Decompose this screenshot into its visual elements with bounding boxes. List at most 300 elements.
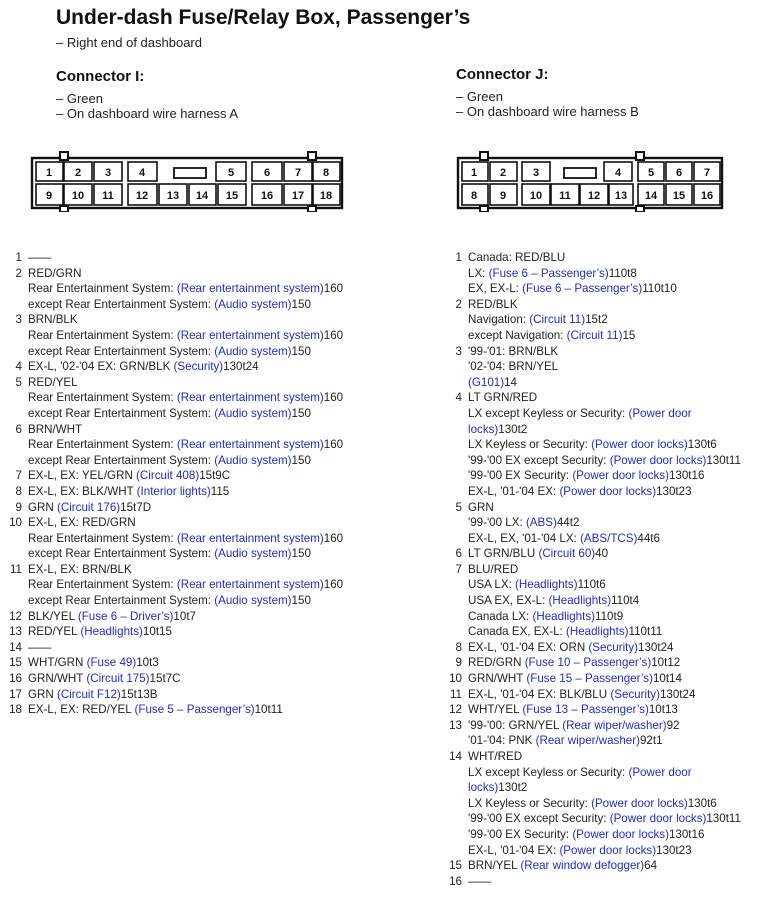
pin-link[interactable]: (Circuit F12) (56, 687, 121, 701)
connector-j-pin-label: 14 (644, 190, 658, 202)
connector-j-diagram (454, 150, 730, 212)
connector-j-pin-label: 12 (587, 190, 601, 202)
pin-wire-text: EX-L, EX: RED/GRN (28, 516, 136, 530)
connector-i-pin-item (8, 359, 343, 375)
pin-sub-text: EX, EX-L: (468, 282, 523, 296)
pin-link[interactable]: (Power door locks) (609, 812, 707, 826)
pin-wire-text: BLU/RED (468, 562, 519, 576)
pin-number: 10 (449, 672, 462, 686)
pin-line (8, 422, 343, 438)
pin-ref: 110t8 (608, 266, 637, 280)
pin-link[interactable]: locks) (468, 422, 499, 436)
pin-link[interactable]: (Security) (173, 360, 224, 374)
pin-ref: 130t11 (706, 812, 741, 826)
pin-ref: 14 (504, 375, 517, 389)
pin-line (8, 609, 343, 625)
connector-i-pin-label: 9 (45, 190, 53, 202)
pin-link[interactable]: (Audio system) (214, 547, 292, 561)
pin-sub-text: '01-'04: PNK (468, 734, 536, 748)
pin-link[interactable]: (Circuit 11) (529, 313, 586, 327)
pin-sub-text: LX except Keyless or Security: (468, 406, 629, 420)
connector-j-pin-item (448, 687, 741, 703)
pin-sub-text: Rear Entertainment System: (28, 328, 177, 342)
connector-i-pin-label: 15 (225, 190, 239, 202)
connector-j-pin-item (448, 562, 741, 640)
pin-sub-line (448, 328, 741, 344)
pin-link[interactable]: (Audio system) (214, 297, 292, 311)
pin-number: 11 (9, 562, 22, 576)
connector-i-pin-label: 8 (322, 167, 330, 179)
pin-ref: 160 (323, 328, 344, 342)
pin-ref: 15 (622, 328, 636, 342)
pin-sub-line (448, 281, 741, 297)
connector-i-title: Connector I: (56, 68, 145, 85)
pin-sub-line (8, 328, 343, 344)
pin-line (8, 624, 343, 640)
connector-j-pin-label: 6 (675, 167, 683, 179)
pin-sub-line (448, 531, 741, 547)
pin-sub-text: '02-'04: BRN/YEL (468, 360, 559, 374)
pin-sub-text: Canada EX, EX-L: (468, 625, 566, 639)
pin-line (8, 671, 343, 687)
pin-sub-line (8, 577, 343, 593)
pin-line (448, 546, 741, 562)
pin-wire-text: '99-'00: GRN/YEL (468, 718, 563, 732)
pin-wire-text: —— (28, 640, 52, 654)
connector-i-pin-item (8, 562, 343, 609)
pin-link[interactable]: (Fuse 49) (86, 656, 137, 670)
pin-link[interactable]: (Rear entertainment system) (176, 282, 324, 296)
pin-link[interactable]: (Headlights) (515, 578, 578, 592)
pin-line (448, 858, 741, 874)
pin-wire-text: GRN/WHT (468, 672, 527, 686)
pin-ref: 40 (595, 547, 609, 561)
connector-j-pin-item (448, 546, 741, 562)
pin-sub-line (8, 390, 343, 406)
pin-wire-text: EX-L, EX: RED/YEL (28, 703, 135, 717)
pin-wire-text: GRN (28, 500, 57, 514)
pin-link[interactable]: (Audio system) (214, 594, 292, 608)
pin-number: 17 (9, 687, 22, 701)
pin-link[interactable]: (Headlights) (532, 609, 595, 623)
pin-sub-text: LX Keyless or Security: (468, 796, 592, 810)
pin-wire-text: BRN/YEL (468, 859, 521, 873)
pin-line (8, 250, 343, 266)
connector-j-pin-item (448, 297, 741, 344)
pin-sub-text: '99-'00 EX Security: (468, 469, 573, 483)
pin-sub-text: '99-'00 EX except Security: (468, 812, 610, 826)
pin-link[interactable]: (Rear entertainment system) (176, 531, 324, 545)
pin-link[interactable]: (Fuse 10 – Passenger’s) (524, 656, 652, 670)
pin-ref: 130t6 (687, 438, 717, 452)
pin-sub-continuation (448, 780, 741, 796)
pin-ref: 10t3 (136, 656, 159, 670)
pin-sub-line (448, 796, 741, 812)
pin-link[interactable]: (Power door locks) (591, 796, 688, 810)
pin-ref: 150 (291, 594, 311, 608)
pin-line (8, 484, 343, 500)
connector-j-pin-label: 3 (532, 167, 540, 179)
pin-sub-continuation (448, 422, 741, 438)
pin-link[interactable]: (Fuse 6 – Driver’s) (77, 609, 174, 623)
pin-link[interactable]: (Power door (628, 765, 692, 779)
pin-line (448, 344, 741, 360)
pin-line (8, 655, 343, 671)
connector-j-pin-item (448, 640, 741, 656)
pin-sub-text: except Navigation: (468, 328, 567, 342)
pin-link[interactable]: (Circuit 408) (136, 469, 200, 483)
pin-number: 3 (455, 344, 462, 358)
connector-i-pin-label: 2 (74, 167, 82, 179)
pin-link[interactable]: (Circuit 11) (566, 328, 623, 342)
connector-j-pin-item (448, 858, 741, 874)
pin-ref: 15t9C (199, 469, 231, 483)
pin-line (448, 718, 741, 734)
pin-sub-line (8, 406, 343, 422)
pin-wire-text: EX-L, '01-'04 EX: BLK/BLU (468, 687, 611, 701)
connector-j-pin-item (448, 749, 741, 858)
pin-wire-text: GRN (468, 500, 494, 514)
connector-j-pin-item (448, 671, 741, 687)
connector-i-pin-item (8, 375, 343, 422)
pin-link[interactable]: (Audio system) (214, 344, 292, 358)
page-subtitle: – Right end of dashboard (56, 35, 202, 50)
pin-line (8, 562, 343, 578)
pin-number: 7 (15, 469, 22, 483)
pin-line (448, 390, 741, 406)
pin-link[interactable]: (Circuit 175) (86, 672, 150, 686)
pin-number: 2 (455, 297, 462, 311)
pin-wire-text: BRN/BLK (28, 313, 78, 327)
pin-sub-line (8, 453, 343, 469)
pin-sub-line (448, 484, 741, 500)
connector-i-pin-label: 4 (138, 167, 146, 179)
connector-i-pin-item (8, 515, 343, 562)
pin-sub-line (448, 375, 741, 391)
connector-i-pin-label: 12 (135, 190, 149, 202)
connector-i-pin-item (8, 624, 343, 640)
pin-number: 14 (9, 640, 22, 654)
connector-i-pin-list (8, 250, 343, 718)
connector-i-pin-label: 17 (291, 190, 305, 202)
connector-j-header (456, 66, 756, 119)
pin-number: 4 (455, 391, 462, 405)
pin-sub-text: Rear Entertainment System: (28, 531, 177, 545)
pin-ref: 150 (291, 344, 311, 358)
pin-link[interactable]: (Circuit 176) (56, 500, 121, 514)
pin-sub-text: except Rear Entertainment System: (28, 406, 215, 420)
pin-link[interactable]: (Rear window defogger) (520, 859, 645, 873)
pin-wire-text: '99-'01: BRN/BLK (468, 344, 559, 358)
pin-wire-text: EX-L, '02-'04 EX: GRN/BLK (28, 360, 174, 374)
connector-i-pin-item (8, 500, 343, 516)
pin-sub-text: except Rear Entertainment System: (28, 453, 215, 467)
connector-j-pin-item (448, 250, 741, 297)
pin-ref: 130t23 (656, 843, 692, 857)
pin-ref: 15t7D (120, 500, 152, 514)
pin-ref: 10t15 (142, 625, 172, 639)
connector-i-pin-item (8, 266, 343, 313)
pin-link[interactable]: (Headlights) (548, 594, 612, 608)
pin-sub-text: Rear Entertainment System: (28, 438, 177, 452)
pin-link[interactable]: (Fuse 15 – Passenger’s) (526, 672, 653, 686)
pin-ref: 160 (323, 282, 344, 296)
pin-link[interactable]: (Power door locks) (591, 438, 688, 452)
pin-sub-text: Rear Entertainment System: (28, 282, 177, 296)
pin-number: 12 (9, 609, 22, 623)
pin-link[interactable]: (Power door locks) (559, 843, 657, 857)
pin-wire-text: —— (28, 251, 52, 264)
pin-ref: 130t24 (638, 640, 674, 654)
connector-i-pin-item (8, 671, 343, 687)
pin-wire-text: —— (468, 874, 492, 888)
pin-sub-text: LX Keyless or Security: (468, 438, 592, 452)
connector-j-pin-label: 15 (672, 190, 686, 202)
connector-i-pin-item (8, 484, 343, 500)
pin-link[interactable]: (Fuse 13 – Passenger’s) (522, 703, 649, 717)
pin-number: 16 (9, 672, 22, 686)
pin-line (8, 515, 343, 531)
connector-i-pin-label: 1 (45, 167, 53, 179)
pin-line (8, 266, 343, 282)
pin-line (448, 749, 741, 765)
pin-ref: 150 (291, 406, 311, 420)
pin-wire-text: WHT/RED (468, 750, 523, 763)
connector-j-note: – On dashboard wire harness B (456, 104, 639, 119)
connector-j-pin-item (448, 655, 741, 671)
pin-link[interactable]: (Rear entertainment system) (176, 438, 324, 452)
pin-line (8, 468, 343, 484)
connector-j-pin-label: 13 (614, 190, 628, 202)
pin-link[interactable]: (Fuse 5 – Passenger’s) (134, 703, 255, 717)
pin-wire-text: BLK/YEL (28, 609, 78, 623)
connector-j-pin-label: 4 (614, 167, 622, 179)
pin-sub-text: EX-L, EX, '01-'04 LX: (468, 531, 581, 545)
pin-sub-line (8, 593, 343, 609)
pin-wire-text: RED/GRN (28, 266, 82, 280)
pin-sub-line (448, 453, 741, 469)
pin-ref: 15t7C (149, 672, 181, 686)
pin-line (448, 671, 741, 687)
pin-ref: 10t7 (173, 609, 196, 623)
pin-wire-text: LT GRN/BLU (468, 547, 539, 561)
pin-line (448, 297, 741, 313)
pin-sub-line (448, 437, 741, 453)
pin-link[interactable]: (Power door locks) (609, 453, 707, 467)
pin-wire-text: RED/YEL (28, 625, 81, 639)
pin-sub-text: '99-'00 LX: (468, 516, 526, 530)
pin-line (448, 655, 741, 671)
page-title: Under-dash Fuse/Relay Box, Passenger’s (56, 6, 471, 29)
pin-sub-text: except Rear Entertainment System: (28, 344, 215, 358)
connector-i-pin-item (8, 312, 343, 359)
pin-ref: 10t11 (254, 703, 283, 717)
connector-i-pin-label: 7 (294, 167, 302, 179)
pin-link[interactable]: (Rear entertainment system) (176, 328, 324, 342)
pin-sub-line (8, 281, 343, 297)
connector-j-pin-item (448, 702, 741, 718)
pin-number: 18 (9, 703, 22, 717)
pin-sub-line (448, 406, 741, 422)
pin-sub-text: USA LX: (468, 578, 516, 592)
pin-link[interactable]: (Security) (588, 640, 639, 654)
pin-wire-text: RED/YEL (28, 375, 78, 389)
pin-sub-line (448, 733, 741, 749)
pin-ref: 130t24 (659, 687, 696, 701)
pin-number: 15 (449, 859, 462, 873)
pin-link[interactable]: (G101) (468, 375, 505, 389)
pin-link[interactable]: (Interior lights) (136, 484, 211, 498)
pin-ref: 160 (323, 578, 344, 592)
pin-line (448, 562, 741, 578)
pin-link[interactable]: (Rear entertainment system) (176, 391, 324, 405)
pin-sub-text: '99-'00 EX except Security: (468, 453, 610, 467)
pin-ref: 160 (323, 531, 344, 545)
pin-ref: 160 (323, 391, 344, 405)
pin-link[interactable]: (Audio system) (214, 453, 292, 467)
pin-sub-text: USA EX, EX-L: (468, 594, 549, 608)
pin-line (8, 702, 343, 718)
pin-link[interactable]: (Security) (610, 687, 660, 701)
connector-i-pin-item (8, 609, 343, 625)
pin-link[interactable]: (Audio system) (214, 406, 292, 420)
pin-wire-text: WHT/YEL (468, 703, 523, 717)
connector-j-title: Connector J: (456, 66, 549, 83)
pin-sub-text: Navigation: (468, 313, 530, 327)
pin-ref: 110t10 (642, 282, 677, 296)
pin-sub-line (448, 468, 741, 484)
pin-link[interactable]: (Power door locks) (572, 469, 669, 483)
connector-j-note: – Green (456, 89, 503, 104)
pin-ref: 110t11 (628, 625, 663, 639)
pin-link[interactable]: (Headlights) (80, 625, 143, 639)
pin-link[interactable]: (ABS) (525, 516, 557, 530)
connector-i-pin-item (8, 250, 343, 266)
pin-link[interactable]: (Power door locks) (559, 484, 657, 498)
pin-ref: 92 (666, 718, 680, 732)
connector-i-note: – Green (56, 91, 103, 106)
pin-link[interactable]: (Fuse 6 – Passenger’s) (488, 266, 609, 280)
pin-line (8, 312, 343, 328)
pin-sub-text: LX: (468, 266, 489, 280)
pin-link[interactable]: (Power door (628, 406, 692, 420)
connector-j-pin-label: 9 (499, 190, 507, 202)
pin-number: 12 (449, 703, 462, 717)
pin-number: 6 (15, 422, 22, 436)
pin-link[interactable]: (ABS/TCS) (580, 531, 638, 545)
pin-link[interactable]: (Rear wiper/washer) (535, 734, 640, 748)
pin-sub-text: except Rear Entertainment System: (28, 297, 215, 311)
pin-line (448, 874, 741, 890)
pin-sub-line (448, 609, 741, 625)
pin-link[interactable]: (Power door locks) (572, 827, 669, 841)
pin-sub-text: Rear Entertainment System: (28, 578, 177, 592)
pin-sub-line (8, 437, 343, 453)
pin-wire-text: EX-L, EX: BRN/BLK (28, 562, 132, 576)
pin-wire-text: WHT/GRN (28, 656, 87, 670)
pin-sub-text: '99-'00 EX Security: (468, 827, 573, 841)
pin-sub-line (448, 515, 741, 531)
pin-ref: 110t9 (594, 609, 624, 623)
pin-sub-line (448, 359, 741, 375)
pin-sub-text: LX except Keyless or Security: (468, 765, 629, 779)
pin-number: 4 (15, 360, 22, 374)
pin-line (448, 500, 741, 516)
pin-wire-text: BRN/WHT (28, 422, 83, 436)
pin-number: 11 (449, 687, 462, 701)
connector-i-pin-label: 3 (104, 167, 112, 179)
connector-i-pin-label: 14 (195, 190, 209, 202)
pin-ref: 130t16 (668, 827, 705, 841)
pin-ref: 110t4 (611, 594, 640, 608)
connector-j-pin-label: 7 (703, 167, 711, 179)
pin-line (448, 687, 741, 703)
pin-sub-line (448, 266, 741, 282)
pin-sub-text: except Rear Entertainment System: (28, 547, 215, 561)
pin-wire-text: EX-L, '01-'04 EX: ORN (468, 640, 589, 654)
pin-link[interactable]: locks) (468, 781, 499, 795)
connector-j-pin-item (448, 390, 741, 499)
pin-number: 14 (449, 750, 462, 763)
pin-ref: 130t24 (223, 360, 259, 374)
pin-ref: 10t12 (651, 656, 681, 670)
pin-link[interactable]: (Circuit 60) (538, 547, 596, 561)
pin-sub-line (448, 577, 741, 593)
connector-j-pin-label: 16 (700, 190, 714, 202)
connector-i-pin-item (8, 687, 343, 703)
connector-j-pin-label: 10 (529, 190, 543, 202)
connector-i-pin-label: 5 (227, 167, 235, 179)
connector-i-pin-label: 18 (319, 190, 333, 202)
pin-ref: 64 (644, 859, 658, 873)
pin-link[interactable]: (Rear wiper/washer) (562, 718, 667, 732)
connector-i-diagram (28, 150, 348, 212)
pin-link[interactable]: (Fuse 6 – Passenger’s) (522, 282, 643, 296)
pin-line (448, 702, 741, 718)
pin-ref: 130t16 (668, 469, 705, 483)
pin-wire-text: Canada: RED/BLU (468, 251, 566, 264)
pin-ref: 110t6 (577, 578, 606, 592)
pin-number: 9 (15, 500, 22, 514)
pin-line (448, 250, 741, 266)
pin-sub-line (8, 297, 343, 313)
pin-link[interactable]: (Rear entertainment system) (176, 578, 324, 592)
pin-ref: 10t13 (648, 703, 678, 717)
pin-ref: 15t2 (585, 313, 608, 327)
pin-number: 9 (455, 656, 462, 670)
pin-sub-line (448, 827, 741, 843)
connector-i-note: – On dashboard wire harness A (56, 106, 239, 121)
pin-ref: 150 (291, 297, 311, 311)
connector-i-pin-label: 11 (102, 190, 114, 202)
pin-number: 5 (15, 375, 22, 389)
pin-link[interactable]: (Headlights) (565, 625, 629, 639)
pin-number: 13 (9, 625, 22, 639)
pin-ref: 115 (210, 484, 230, 498)
pin-line (8, 640, 343, 656)
connector-j-pin-list (448, 250, 741, 889)
connector-i-pin-label: 10 (71, 190, 85, 202)
pin-number: 5 (455, 500, 462, 514)
pin-wire-text: LT GRN/RED (468, 391, 538, 405)
connector-j-pin-label: 2 (499, 167, 507, 179)
pin-ref: 10t14 (652, 672, 682, 686)
pin-ref: 130t6 (687, 796, 717, 810)
pin-sub-line (8, 531, 343, 547)
connector-j-pin-item (448, 500, 741, 547)
pin-line (8, 375, 343, 391)
connector-j-pin-label: 5 (647, 167, 655, 179)
